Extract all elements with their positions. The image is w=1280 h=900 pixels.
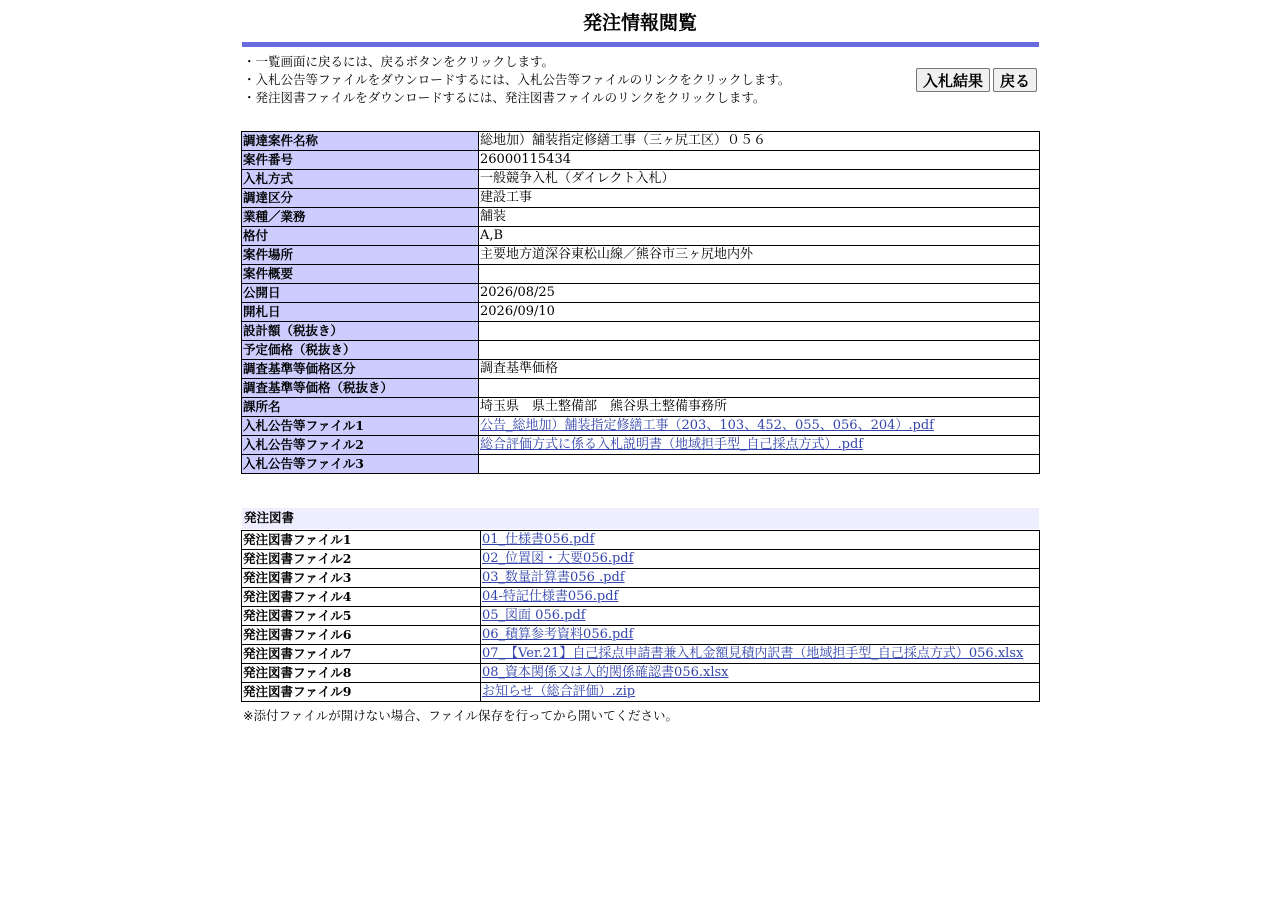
- drawing-row: [242, 550, 1040, 569]
- row-value: 2026/09/10: [479, 303, 1040, 322]
- drawing-row: [242, 588, 1040, 607]
- instructions-area: [241, 47, 1039, 131]
- drawing-row: [242, 683, 1040, 702]
- instruction-item: ・発注図書ファイルをダウンロードするには、発注図書ファイルのリンクをクリックします。: [243, 90, 766, 105]
- info-row: [242, 436, 1040, 455]
- file-link[interactable]: 07_【Ver.21】自己採点申請書兼入札金額見積内訳書（地域担手型_自己採点方式）056.xlsx: [482, 646, 1024, 661]
- row-label: 業種／業務: [242, 208, 479, 227]
- row-value: 建設工事: [479, 189, 1040, 208]
- row-value: A,B: [479, 227, 1040, 246]
- row-label: 調達案件名称: [242, 132, 479, 151]
- info-row: [242, 265, 1040, 284]
- row-label: 入札公告等ファイル3: [242, 455, 479, 474]
- bid-result-button[interactable]: 入札結果: [916, 68, 990, 92]
- row-label: 入札公告等ファイル1: [242, 417, 479, 436]
- row-value: [479, 379, 1040, 398]
- row-value: [479, 455, 1040, 474]
- info-row: [242, 132, 1040, 151]
- project-info-table: [241, 131, 1040, 474]
- row-label: 発注図書ファイル4: [242, 588, 481, 607]
- row-value: [481, 664, 1040, 683]
- file-link[interactable]: 02_位置図・大要056.pdf: [482, 551, 634, 566]
- row-value: 一般競争入札（ダイレクト入札）: [479, 170, 1040, 189]
- row-label: 入札公告等ファイル2: [242, 436, 479, 455]
- row-label: 発注図書ファイル2: [242, 550, 481, 569]
- row-value: [481, 683, 1040, 702]
- drawing-row: [242, 531, 1040, 550]
- drawing-row: [242, 664, 1040, 683]
- file-link[interactable]: 05_図面 056.pdf: [482, 608, 586, 623]
- page-container: [241, 0, 1039, 724]
- instruction-item: ・一覧画面に戻るには、戻るボタンをクリックします。: [243, 54, 555, 69]
- row-value: [479, 322, 1040, 341]
- row-label: 設計額（税抜き）: [242, 322, 479, 341]
- file-link[interactable]: 公告_総地加）舗装指定修繕工事（203、103、452、055、056、204）.pdf: [480, 418, 934, 433]
- button-group: [916, 68, 1037, 92]
- row-label: 予定価格（税抜き）: [242, 341, 479, 360]
- info-row: [242, 455, 1040, 474]
- row-label: 公開日: [242, 284, 479, 303]
- row-value: [481, 607, 1040, 626]
- row-label: 発注図書ファイル6: [242, 626, 481, 645]
- info-row: [242, 208, 1040, 227]
- page-title: 発注情報閲覧: [582, 12, 697, 34]
- drawing-row: [242, 607, 1040, 626]
- info-row: [242, 322, 1040, 341]
- file-link[interactable]: 総合評価方式に係る入札説明書（地域担手型_自己採点方式）.pdf: [480, 437, 864, 452]
- row-label: 発注図書ファイル8: [242, 664, 481, 683]
- info-row: [242, 284, 1040, 303]
- info-row: [242, 303, 1040, 322]
- row-label: 発注図書ファイル3: [242, 569, 481, 588]
- row-label: 格付: [242, 227, 479, 246]
- row-value: [481, 531, 1040, 550]
- row-value: 主要地方道深谷東松山線／熊谷市三ヶ尻地内外: [479, 246, 1040, 265]
- row-label: 案件場所: [242, 246, 479, 265]
- row-value: [481, 645, 1040, 664]
- footnote: ※添付ファイルが開けない場合、ファイル保存を行ってから開いてください。: [243, 708, 678, 723]
- row-value: [481, 588, 1040, 607]
- row-value: 埼玉県 県土整備部 熊谷県土整備事務所: [479, 398, 1040, 417]
- info-row: [242, 246, 1040, 265]
- drawings-section-title: 発注図書: [242, 508, 1039, 529]
- drawings-table: [241, 530, 1040, 702]
- row-value: 舗装: [479, 208, 1040, 227]
- file-link[interactable]: 04-特記仕様書056.pdf: [482, 589, 619, 604]
- info-row: [242, 341, 1040, 360]
- drawing-row: [242, 569, 1040, 588]
- row-value: [479, 436, 1040, 455]
- row-label: 課所名: [242, 398, 479, 417]
- row-label: 発注図書ファイル7: [242, 645, 481, 664]
- file-link[interactable]: 01_仕様書056.pdf: [482, 532, 595, 547]
- info-row: [242, 151, 1040, 170]
- info-row: [242, 417, 1040, 436]
- row-value: [479, 417, 1040, 436]
- row-value: 調査基準価格: [479, 360, 1040, 379]
- file-link[interactable]: お知らせ（総合評価）.zip: [482, 684, 636, 699]
- row-label: 発注図書ファイル9: [242, 683, 481, 702]
- drawing-row: [242, 645, 1040, 664]
- row-value: [479, 341, 1040, 360]
- instruction-list: [243, 53, 790, 107]
- info-row: [242, 398, 1040, 417]
- info-row: [242, 189, 1040, 208]
- row-value: [481, 626, 1040, 645]
- drawing-row: [242, 626, 1040, 645]
- row-label: 発注図書ファイル5: [242, 607, 481, 626]
- row-value: 総地加）舗装指定修繕工事（三ヶ尻工区）０５６: [479, 132, 1040, 151]
- row-value: [481, 550, 1040, 569]
- row-value: [481, 569, 1040, 588]
- row-label: 調査基準等価格区分: [242, 360, 479, 379]
- info-row: [242, 227, 1040, 246]
- info-row: [242, 360, 1040, 379]
- file-link[interactable]: 06_積算参考資料056.pdf: [482, 627, 634, 642]
- row-label: 調査基準等価格（税抜き）: [242, 379, 479, 398]
- file-link[interactable]: 03_数量計算書056 .pdf: [482, 570, 625, 585]
- row-label: 入札方式: [242, 170, 479, 189]
- row-label: 調達区分: [242, 189, 479, 208]
- info-row: [242, 170, 1040, 189]
- info-row: [242, 379, 1040, 398]
- back-button[interactable]: 戻る: [993, 68, 1037, 92]
- row-label: 案件番号: [242, 151, 479, 170]
- instruction-item: ・入札公告等ファイルをダウンロードするには、入札公告等ファイルのリンクをクリックします。: [243, 72, 791, 87]
- row-label: 開札日: [242, 303, 479, 322]
- row-value: 26000115434: [479, 151, 1040, 170]
- file-link[interactable]: 08_資本関係又は人的関係確認書056.xlsx: [482, 665, 729, 680]
- row-label: 案件概要: [242, 265, 479, 284]
- row-value: [479, 265, 1040, 284]
- row-value: 2026/08/25: [479, 284, 1040, 303]
- row-label: 発注図書ファイル1: [242, 531, 481, 550]
